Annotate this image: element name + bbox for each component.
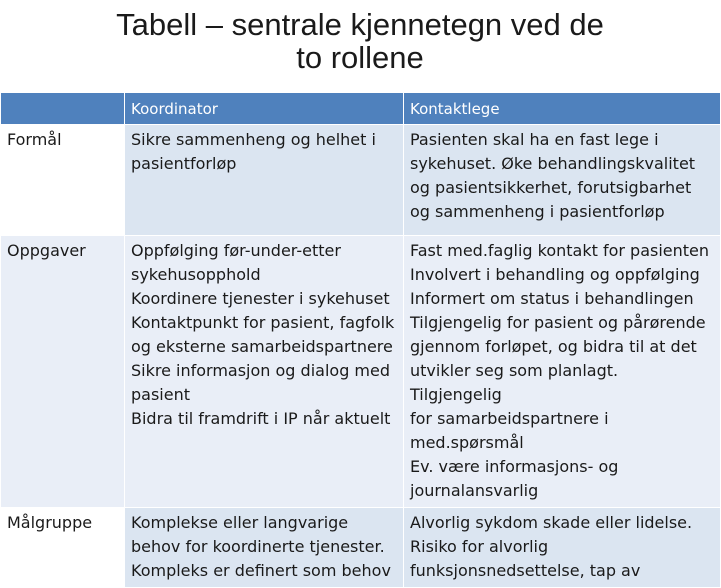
cell-line: Sikre informasjon og dialog med [131, 361, 391, 380]
cell-line: Pasienten skal ha en fast lege i [410, 130, 659, 149]
cell-line: sykehuset. Øke behandlingskvalitet [410, 154, 696, 173]
slide-title-line-2: to rollene [296, 40, 424, 75]
header-cell-kontaktlege: Kontaktlege [404, 93, 721, 125]
cell-malgruppe-koordinator [125, 508, 404, 588]
cell-line: Kompleks er definert som behov [131, 561, 391, 580]
row-label-oppgaver: Oppgaver [1, 236, 125, 508]
slide-title [0, 8, 720, 74]
cell-line: utvikler seg som planlagt. Tilgjengelig [410, 361, 619, 404]
cell-formal-kontaktlege [404, 125, 721, 236]
cell-line: Alvorlig sykdom skade eller lidelse. [410, 513, 693, 532]
cell-line: behov for koordinerte tjenester. [131, 537, 385, 556]
row-label-malgruppe: Målgruppe [1, 508, 125, 588]
cell-line: og eksterne samarbeidspartnere [131, 337, 393, 356]
header-cell-empty [1, 93, 125, 125]
cell-line: gjennom forløpet, og bidra til at det [410, 337, 697, 356]
roles-table [0, 92, 721, 588]
cell-formal-koordinator [125, 125, 404, 236]
cell-line: pasientforløp [131, 154, 237, 173]
slide-title-line-1: Tabell – sentrale kjennetegn ved de [116, 7, 604, 42]
cell-line: Risiko for alvorlig [410, 537, 549, 556]
cell-line: Involvert i behandling og oppfølging [410, 265, 700, 284]
cell-malgruppe-kontaktlege [404, 508, 721, 588]
cell-line: sykehusopphold [131, 265, 261, 284]
row-label-formal: Formål [1, 125, 125, 236]
cell-line: og pasientsikkerhet, forutsigbarhet [410, 178, 692, 197]
cell-line: for samarbeidspartnere i [410, 409, 609, 428]
cell-line: Komplekse eller langvarige [131, 513, 349, 532]
cell-line: Ev. være informasjons- og [410, 457, 619, 476]
cell-line: pasient [131, 385, 190, 404]
cell-line: og sammenheng i pasientforløp [410, 202, 665, 221]
cell-line: Koordinere tjenester i sykehuset [131, 289, 390, 308]
cell-line: Bidra til framdrift i IP når aktuelt [131, 409, 391, 428]
table-header-row [1, 93, 721, 125]
table-row-malgruppe [1, 508, 721, 588]
cell-line: Informert om status i behandlingen [410, 289, 694, 308]
cell-line: Oppfølging før-under-etter [131, 241, 341, 260]
table-row-formal [1, 125, 721, 236]
cell-oppgaver-koordinator [125, 236, 404, 508]
cell-line: Tilgjengelig for pasient og pårørende [410, 313, 706, 332]
cell-line: Sikre sammenheng og helhet i [131, 130, 376, 149]
cell-line: funksjonsnedsettelse, tap av [410, 561, 641, 580]
header-cell-koordinator: Koordinator [125, 93, 404, 125]
cell-line: med.spørsmål [410, 433, 524, 452]
cell-oppgaver-kontaktlege [404, 236, 721, 508]
cell-line: journalansvarlig [410, 481, 539, 500]
cell-line: Kontaktpunkt for pasient, fagfolk [131, 313, 395, 332]
table-row-oppgaver [1, 236, 721, 508]
cell-line: Fast med.faglig kontakt for pasienten [410, 241, 710, 260]
